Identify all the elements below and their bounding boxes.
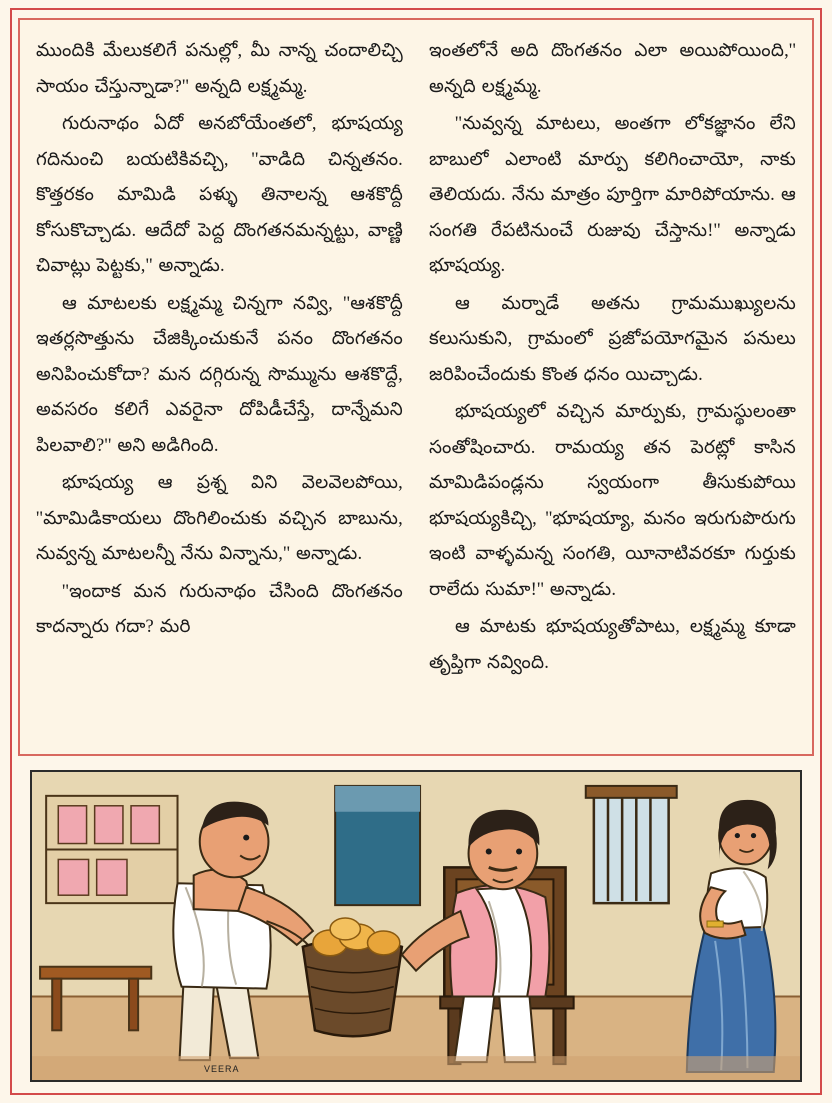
paragraph: ''ఇందాక మన గురునాథం చేసింది దొంగతనం కాదన్నారు గదా? మరి — [36, 581, 403, 638]
basket-of-mangoes — [303, 918, 402, 1036]
paragraph: ఆ మాటలకు లక్ష్మమ్మ చిన్నగా నవ్వి, ''ఆశకొద్దీ ఇతర్లసొత్తును చేజిక్కించుకునే పనం దొంగతనం అనిపించుకోదా? మన దగ్గిరున్న సొమ్మును ఆశకొద్దే, అవసరం కలిగే ఎవరైనా దోపిడీచేస్తే, దాన్నేమని పిలవాలి?'' అని అడిగింది. — [36, 293, 403, 456]
paragraph: ఆ మర్నాడే అతను గ్రామముఖ్యులను కలుసుకుని, గ్రామంలో ప్రజోపయోగమైన పనులు జరిపించేందుకు కొంత ధనం యిచ్చాడు. — [429, 293, 796, 385]
shelf-with-jars — [46, 796, 177, 903]
barred-window — [586, 786, 677, 903]
paragraph: ''నువ్వన్న మాటలు, అంతగా లోకజ్ఞానం లేని బాబులో ఎలాంటి మార్పు కలిగించాయో, నాకు తెలియదు. నేను మాత్రం పూర్తిగా మారిపోయాను. ఆ సంగతి రేపటినుంచే రుజువు చేస్తాను!'' అన్నాడు భూషయ్య. — [429, 114, 796, 277]
paragraph: గురునాథం ఏదో అనబోయేంతలో, భూషయ్య గదినుంచి బయటికివచ్చి, ''వాడిది చిన్నతనం. కొత్తరకం మామిడి పళ్ళు తినాలన్న ఆశకొద్దీ కోసుకొచ్చాడు. ఆదేదో పెద్ద దొంగతనమన్నట్టు, వాణ్ణి చివాట్లు పెట్టకు,'' అన్నాడు. — [36, 114, 403, 277]
doorway — [335, 786, 420, 905]
paragraph: ఆ మాటకు భూషయ్యతోపాటు, లక్ష్మమ్మ కూడా తృప్తిగా నవ్వింది. — [429, 617, 796, 673]
illustration-artwork — [32, 772, 800, 1080]
story-text-frame — [18, 18, 814, 756]
paragraph: భూషయ్య ఆ ప్రశ్న విని వెలవెలపోయి, ''మామిడికాయలు దొంగిలించుకు వచ్చిన బాబును, నువ్వన్న మాటలన్నీ నేను విన్నాను,'' అన్నాడు. — [36, 473, 403, 565]
paragraph: ముందికి మేలుకలిగే పనుల్లో, మీ నాన్న చందాలిచ్చి సాయం చేస్తున్నాడా?'' అన్నది లక్ష్మమ్మ. — [36, 41, 403, 97]
comic-illustration — [30, 770, 802, 1082]
text-column-right — [429, 34, 796, 744]
text-column-left — [36, 34, 403, 744]
artist-signature: VEERA — [204, 1064, 240, 1074]
paragraph: భూషయ్యలో వచ్చిన మార్పుకు, గ్రామస్థులంతా సంతోషించారు. రామయ్య తన పెరట్లో కాసిన మామిడిపండ్లను స్వయంగా తీసుకుపోయి భూషయ్యకిచ్చి, ''భూషయ్యా, మనం ఇరుగుపొరుగు ఇంటి వాళ్ళమన్న సంగతి, యీనాటివరకూ గుర్తుకు రాలేదు సుమా!'' అన్నాడు. — [429, 402, 796, 600]
paragraph: ఇంతలోనే అది దొంగతనం ఎలా అయిపోయింది,'' అన్నది లక్ష్మమ్మ. — [429, 41, 796, 97]
